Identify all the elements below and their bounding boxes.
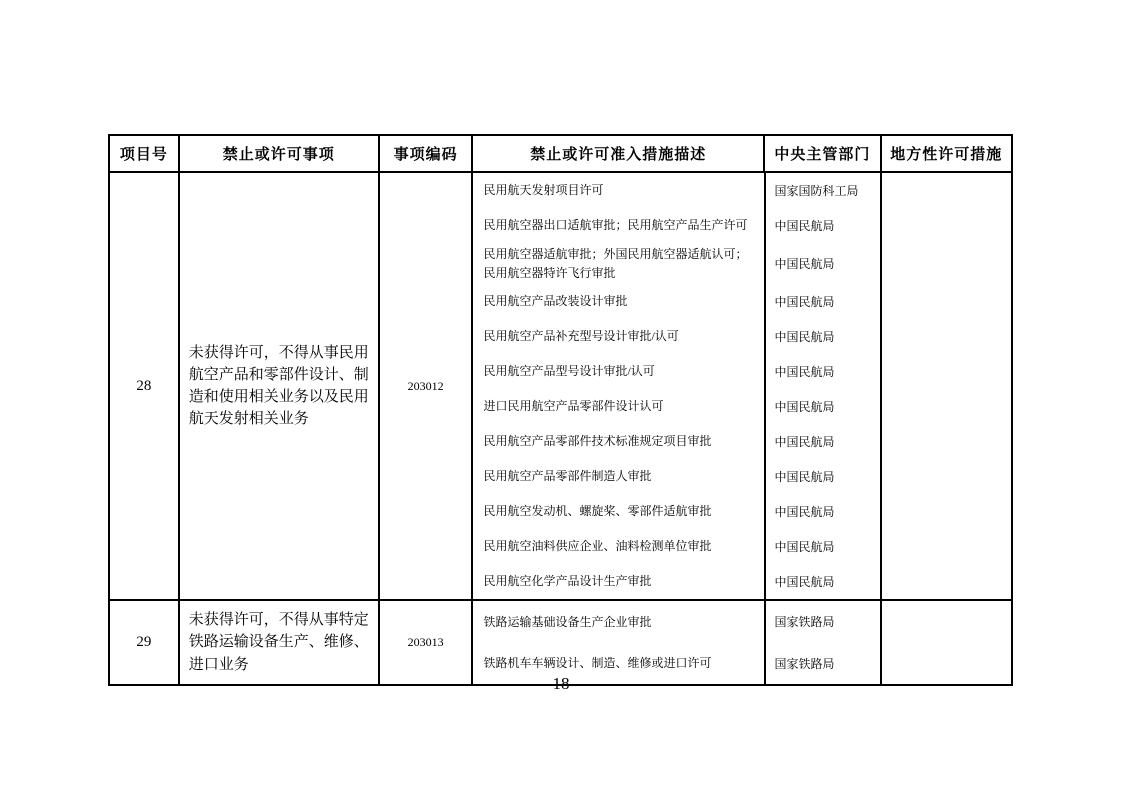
measure-dept: 中国民航局 bbox=[774, 505, 835, 520]
measure-dept: 中国民航局 bbox=[774, 330, 835, 345]
cell-item-no: 28 bbox=[110, 173, 180, 599]
table-header-row bbox=[110, 136, 1011, 173]
measure-desc: 铁路运输基础设备生产企业审批 bbox=[473, 601, 766, 642]
cell-code: 203013 bbox=[380, 601, 474, 684]
header-local-measure: 地方性许可措施 bbox=[890, 147, 1003, 163]
measure-desc: 民用航空产品型号设计审批/认可 bbox=[473, 354, 766, 389]
cell-item-no: 29 bbox=[110, 601, 180, 684]
header-item-no: 项目号 bbox=[110, 136, 180, 171]
table-row-29 bbox=[110, 601, 1011, 684]
header-code: 事项编码 bbox=[380, 136, 474, 171]
measure-desc: 民用航空产品改装设计审批 bbox=[473, 284, 766, 319]
measure-desc: 民用航空产品零部件制造人审批 bbox=[473, 459, 766, 494]
access-measures-table bbox=[108, 134, 1013, 686]
measure-dept: 中国民航局 bbox=[774, 540, 835, 555]
measure-dept: 国家铁路局 bbox=[774, 656, 835, 671]
measure-dept: 中国民航局 bbox=[774, 470, 835, 485]
cell-code: 203012 bbox=[380, 173, 474, 599]
header-central-dept: 中央主管部门 bbox=[765, 136, 881, 171]
measure-desc: 民用航空器适航审批；外国民用航空器适航认可；民用航空器特许飞行审批 bbox=[473, 243, 766, 284]
measure-dept: 国家铁路局 bbox=[774, 615, 835, 630]
measure-desc: 民用航空发动机、螺旋桨、零部件适航审批 bbox=[473, 494, 766, 529]
measure-desc: 民用航空油料供应企业、油料检测单位审批 bbox=[473, 529, 766, 564]
measure-desc: 民用航空产品零部件技术标准规定项目审批 bbox=[473, 424, 766, 459]
measure-dept: 中国民航局 bbox=[774, 575, 835, 590]
measure-dept: 中国民航局 bbox=[774, 219, 835, 233]
measure-desc: 民用航空化学产品设计生产审批 bbox=[473, 564, 766, 599]
cell-matter: 未获得许可，不得从事民用航空产品和零部件设计、制造和使用相关业务以及民用航天发射相关业务 bbox=[180, 173, 380, 599]
measure-desc: 进口民用航空产品零部件设计认可 bbox=[473, 389, 766, 424]
measure-dept: 中国民航局 bbox=[774, 257, 835, 272]
header-measure-desc: 禁止或许可准入措施描述 bbox=[473, 136, 765, 171]
measure-desc: 民用航空产品补充型号设计审批/认可 bbox=[473, 319, 766, 354]
cell-local-measure bbox=[882, 601, 1011, 684]
measure-dept: 中国民航局 bbox=[774, 435, 835, 450]
cell-local-measure bbox=[882, 173, 1011, 599]
page-number: 18 bbox=[552, 674, 570, 693]
cell-measures bbox=[473, 601, 881, 684]
measure-dept: 中国民航局 bbox=[774, 400, 835, 415]
measure-desc: 民用航天发射项目许可 bbox=[473, 173, 766, 208]
measure-desc: 民用航空器出口适航审批；民用航空产品生产许可 bbox=[473, 208, 766, 243]
header-matter: 禁止或许可事项 bbox=[180, 136, 380, 171]
cell-matter: 未获得许可，不得从事特定铁路运输设备生产、维修、进口业务 bbox=[180, 601, 380, 684]
measure-dept: 中国民航局 bbox=[774, 365, 835, 380]
table-row-28 bbox=[110, 173, 1011, 601]
measure-dept: 国家国防科工局 bbox=[774, 184, 859, 198]
measure-desc: 铁路机车车辆设计、制造、维修或进口许可 bbox=[473, 642, 766, 683]
measure-dept: 中国民航局 bbox=[774, 295, 835, 310]
cell-measures bbox=[473, 173, 881, 599]
